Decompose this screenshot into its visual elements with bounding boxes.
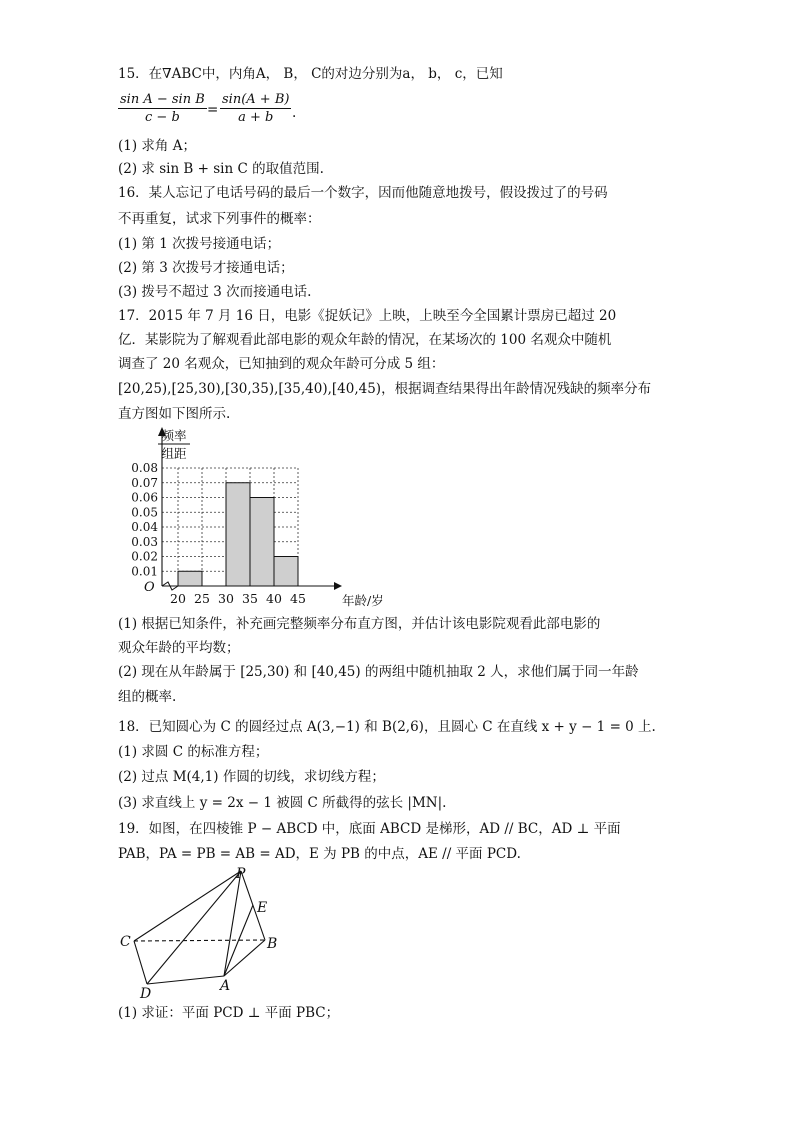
y-tick-label-0.05: 0.05 <box>131 505 158 520</box>
y-tick-label-0.02: 0.02 <box>131 549 158 564</box>
q17-part2-line2: 组的概率. <box>118 689 177 705</box>
q16-stem-line1: 16．某人忘记了电话号码的最后一个数字，因而他随意地拨号，假设拨过了的号码 <box>118 185 608 201</box>
q17-part1-line1: (1) 根据已知条件，补充画完整频率分布直方图，并估计该电影院观看此部电影的 <box>118 616 601 632</box>
pyramid-figure <box>112 862 292 1002</box>
q17-part2-line1: (2) 现在从年龄属于 [25,30) 和 [40,45) 的两组中随机抽取 2 人，求他们属于同一年龄 <box>118 664 639 680</box>
x-tick-label-45: 45 <box>290 591 306 606</box>
y-tick-label-0.04: 0.04 <box>131 520 158 534</box>
vertex-label-C: C <box>120 934 131 950</box>
q15-frac2-num: sin(A + B) <box>222 92 290 107</box>
y-axis-label-bottom: 组距 <box>161 446 187 461</box>
q16-part1: (1) 第 1 次拨号接通电话； <box>118 236 281 252</box>
q17-stem-line1: 17．2015 年 7 月 16 日，电影《捉妖记》上映，上映至今全国累计票房已超过 20 <box>118 308 617 324</box>
bar-[40,45) <box>274 557 298 587</box>
bar-[35,40) <box>250 498 274 587</box>
q15-equals: = <box>207 102 219 118</box>
q16-stem-line2: 不再重复，试求下列事件的概率： <box>118 211 321 227</box>
bar-[20,25) <box>178 571 202 586</box>
frequency-histogram <box>112 424 384 612</box>
q18-part1: (1) 求圆 C 的标准方程； <box>118 744 269 760</box>
q15-stem: 15．在∇ABC中，内角A， B， C的对边分别为a， b， c，已知 <box>118 66 503 82</box>
x-tick-label-35: 35 <box>242 591 258 606</box>
y-tick-label-0.06: 0.06 <box>131 490 158 505</box>
edge-PD <box>147 871 241 984</box>
q15-part1: (1) 求角 A； <box>118 138 196 154</box>
q18-part2: (2) 过点 M(4,1) 作圆的切线，求切线方程； <box>118 769 385 785</box>
edge-PC <box>134 871 241 941</box>
x-tick-label-20: 20 <box>170 591 186 606</box>
q15-part2: (2) 求 sin B + sin C 的取值范围. <box>118 161 324 177</box>
y-tick-label-0.07: 0.07 <box>131 475 158 490</box>
y-tick-label-0.03: 0.03 <box>131 534 158 549</box>
q15-frac1-num: sin A − sin B <box>120 92 205 107</box>
x-tick-label-25: 25 <box>194 591 210 606</box>
bar-[30,35) <box>226 483 250 586</box>
y-axis-label-top: 频率 <box>161 428 187 443</box>
q16-part3: (3) 拨号不超过 3 次而接通电话. <box>118 284 312 300</box>
edge-AB <box>224 940 265 976</box>
q15-fraction-right <box>220 92 291 125</box>
vertex-label-D: D <box>140 986 152 1002</box>
vertex-label-E: E <box>257 900 268 916</box>
x-tick-label-30: 30 <box>218 591 234 606</box>
x-axis-label: 年龄/岁 <box>342 593 384 608</box>
q15-frac2-den: a + b <box>238 110 274 125</box>
y-tick-label-0.01: 0.01 <box>131 564 158 579</box>
q19-stem-line2: PAB，PA = PB = AB = AD，E 为 PB 的中点，AE // 平面 PCD. <box>118 846 521 862</box>
q15-frac1-den: c − b <box>145 110 180 125</box>
edge-CB-hidden <box>134 940 265 941</box>
q16-part2: (2) 第 3 次拨号才接通电话； <box>118 260 294 276</box>
q19-stem-line1: 19．如图，在四棱锥 P − ABCD 中，底面 ABCD 是梯形，AD // BC，AD ⊥ 平面 <box>118 821 621 837</box>
q17-part1-line2: 观众年龄的平均数； <box>118 640 240 656</box>
edge-PA <box>224 871 241 976</box>
x-axis-arrow <box>334 582 342 590</box>
q17-stem-line3: 调查了 20 名观众，已知抽到的观众年龄可分成 5 组： <box>118 356 445 372</box>
q19-part1: (1) 求证：平面 PCD ⊥ 平面 PBC； <box>118 1005 340 1021</box>
q17-stem-line2: 亿．某影院为了解观看此部电影的观众年龄的情况，在某场次的 100 名观众中随机 <box>118 332 612 348</box>
q18-stem: 18．已知圆心为 C 的圆经过点 A(3,−1) 和 B(2,6)，且圆心 C 在直线 x + y − 1 = 0 上. <box>118 719 656 735</box>
edge-DA <box>147 976 224 984</box>
q15-fraction-left <box>118 92 207 125</box>
y-tick-label-0.08: 0.08 <box>131 461 158 475</box>
q15-period: . <box>292 105 297 121</box>
vertex-label-P: P <box>236 866 246 882</box>
vertex-label-B: B <box>267 936 278 952</box>
vertex-label-A: A <box>220 978 231 994</box>
q17-stem-line5: 直方图如下图所示. <box>118 406 231 422</box>
q17-stem-line4: [20,25),[25,30),[30,35),[35,40),[40,45)，根据调查结果得出年龄情况残缺的频率分布 <box>118 381 652 397</box>
edge-CD <box>134 941 147 984</box>
origin-label: O <box>144 580 155 595</box>
x-tick-label-40: 40 <box>266 591 282 606</box>
q18-part3: (3) 求直线上 y = 2x − 1 被圆 C 所截得的弦长 |MN|. <box>118 795 447 811</box>
